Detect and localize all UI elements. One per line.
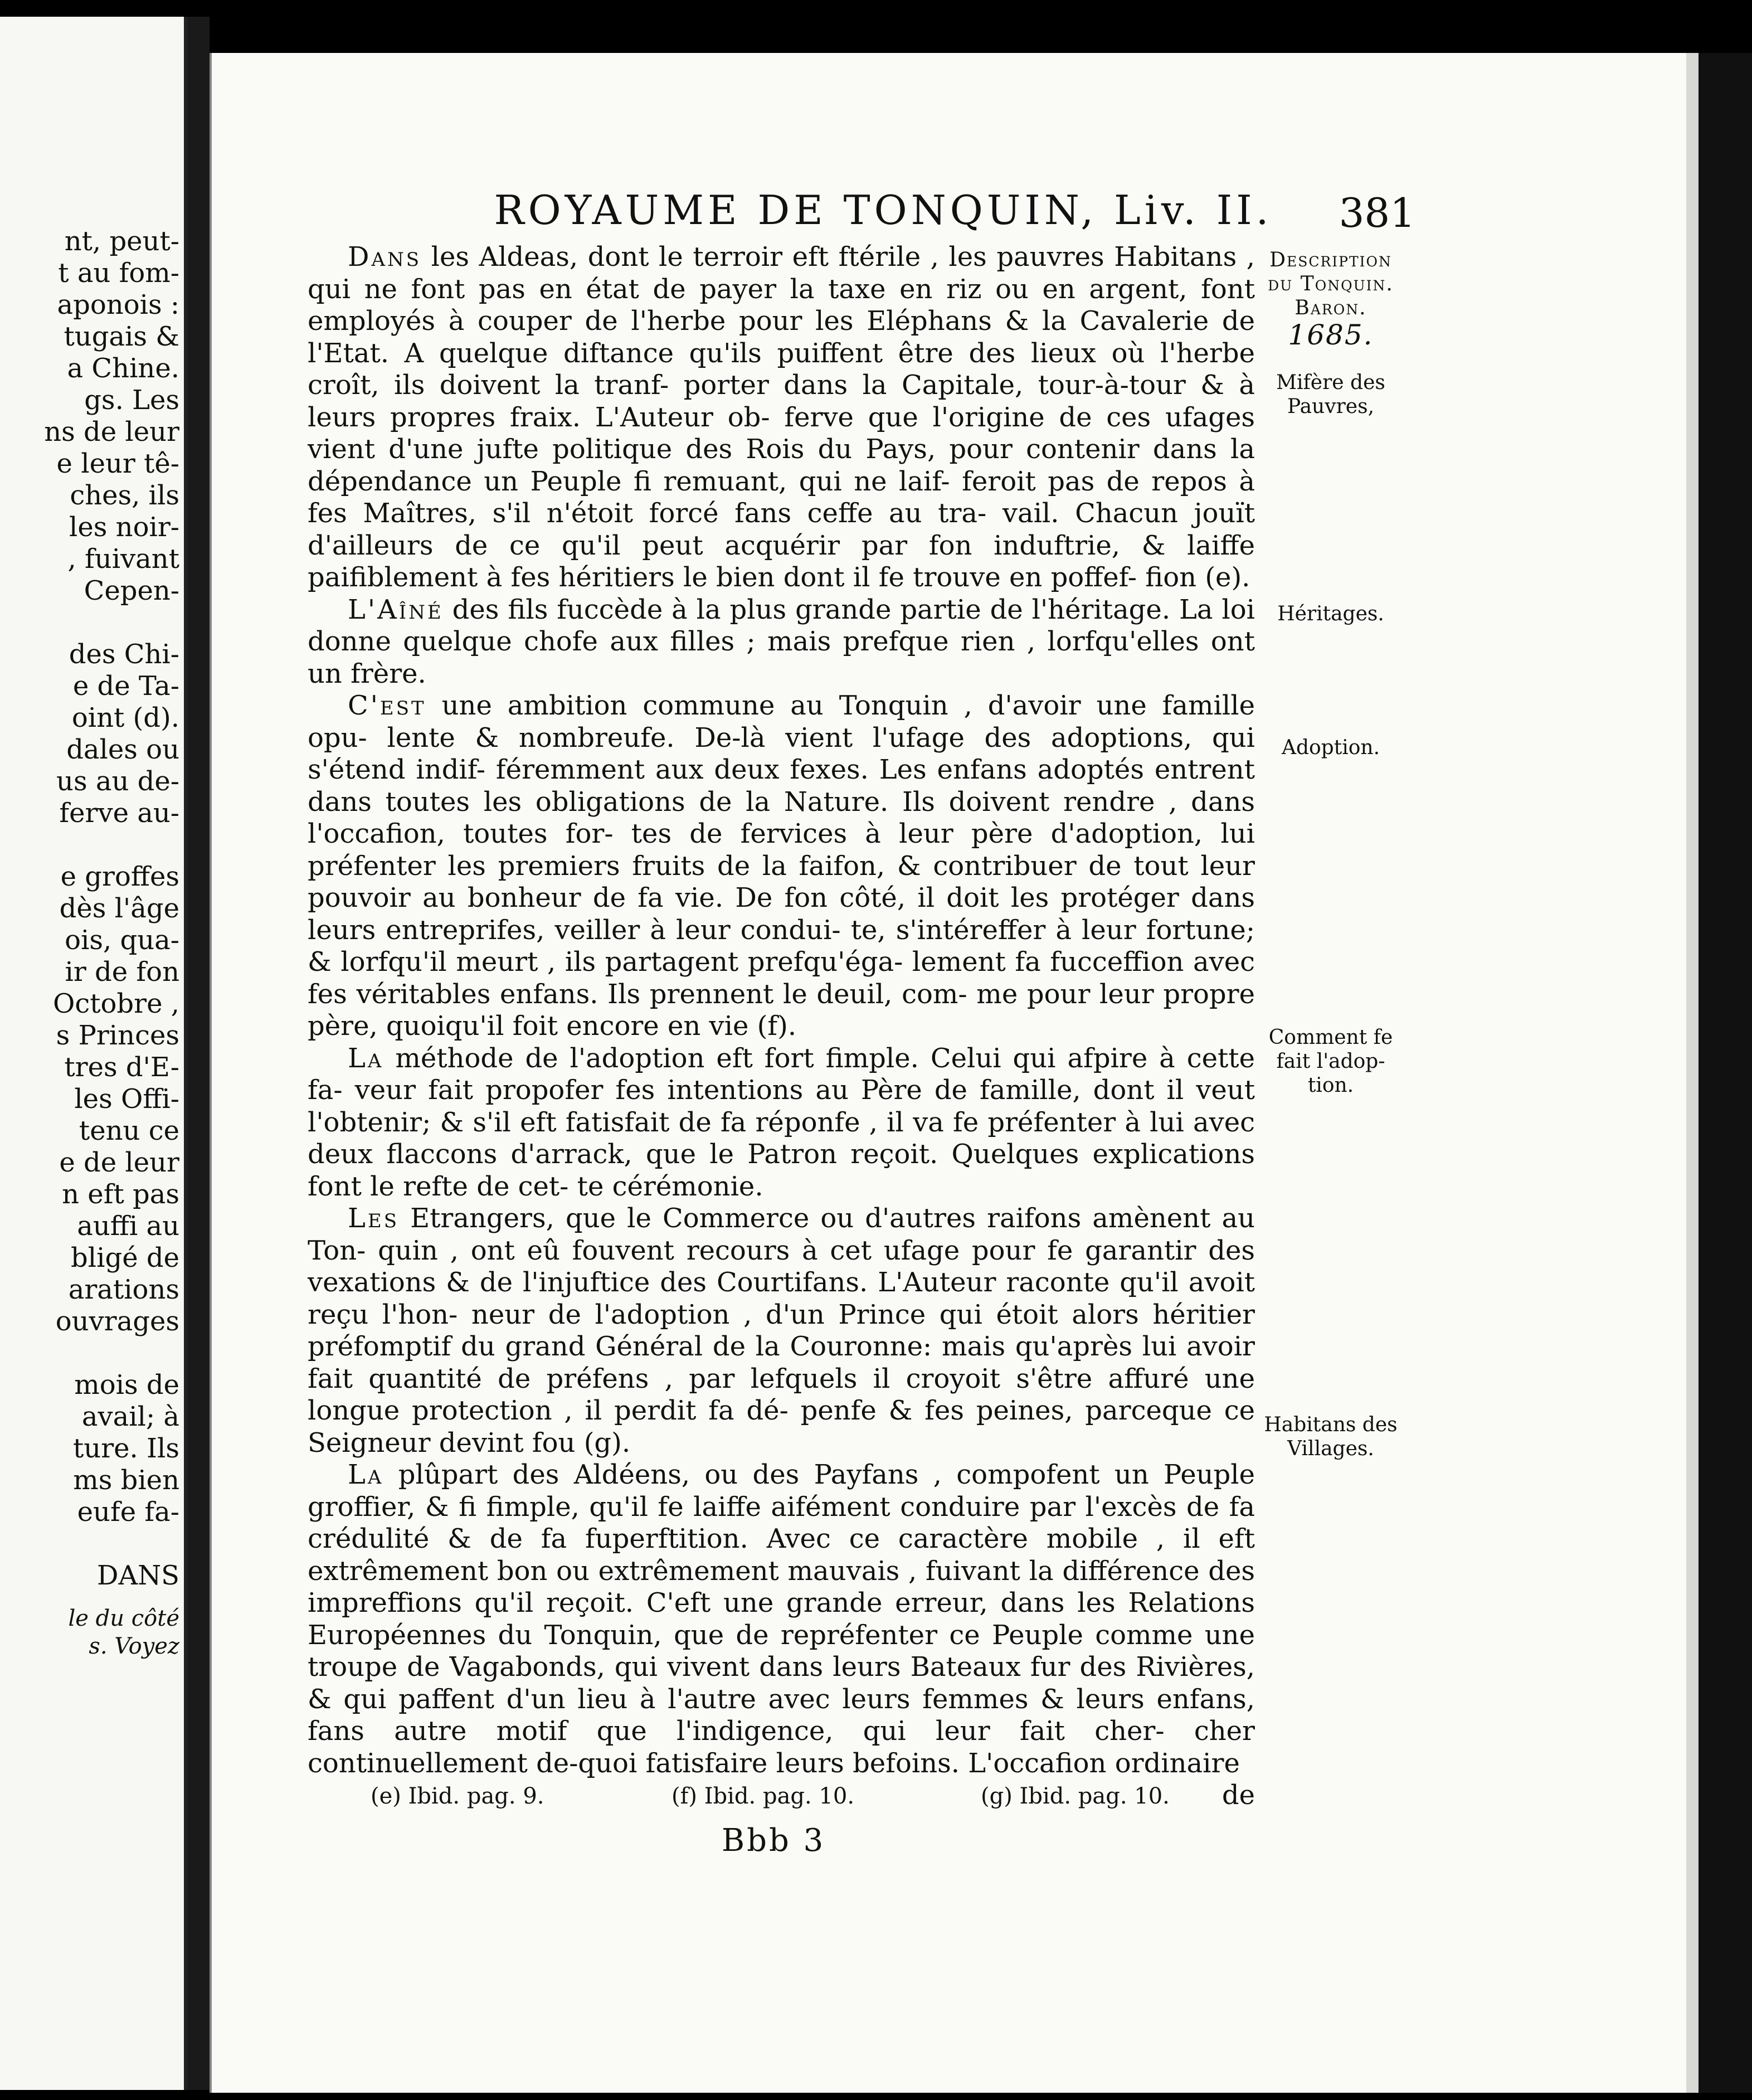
right-page bbox=[210, 53, 1688, 2093]
margin-note-misere: Mifère des Pauvres, bbox=[1276, 371, 1385, 418]
left-page-line: tres d'E- bbox=[64, 1052, 179, 1083]
left-page-line: dales ou bbox=[66, 734, 179, 765]
margin-note-header bbox=[1255, 248, 1407, 350]
left-page-line: ture. Ils bbox=[72, 1433, 179, 1464]
margin-note-comment: Comment fe fait l'adop- tion. bbox=[1268, 1026, 1393, 1097]
left-page-line: n eft pas bbox=[62, 1179, 179, 1210]
left-page-line: Cepen- bbox=[84, 575, 179, 606]
left-page-fragment bbox=[0, 17, 187, 2090]
paragraph-6 bbox=[308, 1459, 1255, 1780]
margin-header-line: Baron. bbox=[1294, 296, 1367, 319]
left-page-line: gs. Les bbox=[84, 385, 179, 416]
page-edge bbox=[1686, 53, 1752, 2093]
left-page-line: e groffes bbox=[60, 861, 179, 892]
left-page-line: e leur tê- bbox=[56, 448, 179, 479]
margin-header-line: du Tonquin. bbox=[1268, 273, 1394, 295]
paragraph-lead: C'est bbox=[348, 690, 426, 721]
left-page-line: aponois : bbox=[57, 289, 179, 320]
left-page-footnote-line: le du côté bbox=[68, 1606, 179, 1631]
margin-header-line: Description bbox=[1269, 249, 1392, 271]
left-page-line: DANS bbox=[96, 1560, 179, 1591]
body-text bbox=[308, 241, 1255, 1812]
left-page-line: a Chine. bbox=[67, 353, 179, 384]
left-page-line: arations bbox=[68, 1274, 179, 1305]
paragraph-2 bbox=[308, 594, 1255, 691]
left-page-line: ois, qua- bbox=[65, 925, 179, 956]
left-page-line: e de Ta- bbox=[72, 670, 179, 702]
paragraph-text: méthode de l'adoption eft fort fimple. Celui qui afpire à cette fa- veur fait propofer fes intentions au Père de famille, dont il veut l'obtenir; & s'il eft fatisfait de fa réponfe , il va fe préfenter à lui avec deux flaccons d'arrack, que le Patron reçoit. Quelques explications font le refte de cet- te cérémonie. bbox=[308, 1042, 1255, 1202]
paragraph-text: des fils fuccède à la plus grande partie de l'héritage. La loi donne quelque chofe aux filles ; mais prefque rien , lorfqu'elles ont un frère. bbox=[308, 594, 1255, 689]
left-page-line: ferve au- bbox=[59, 798, 179, 829]
left-page-line: nt, peut- bbox=[64, 226, 179, 257]
paragraph-lead: La bbox=[348, 1459, 384, 1490]
paragraph-text: Etrangers, que le Commerce ou d'autres raifons amènent au Ton- quin , ont eû fouvent recours à cet ufage pour fe garantir des vexations & de l'injuftice des Courtifans. L'Auteur raconte qu'il avoit reçu l'hon- neur de l'adoption , d'un Prince qui étoit alors héritier préfomptif du grand Général de la Couronne: mais qu'après lui avoir fait quantité de préfens , par lefquels il croyoit s'être affuré une longue protection , il perdit fa dé- penfe & fes peines, parceque ce Seigneur devint fou (g). bbox=[308, 1203, 1255, 1459]
paragraph-1 bbox=[308, 241, 1255, 594]
left-page-line: tenu ce bbox=[79, 1115, 179, 1146]
paragraph-text: plûpart des Aldéens, ou des Payfans , compofent un Peuple groffier, & fi fimple, qu'il fe laiffe aifément conduire par l'excès de fa crédulité & de fa fuperftition. Avec ce caractère mobile , il eft extrêmement bon ou extrêmement mauvais , fuivant la différence des impreffions qu'il reçoit. C'eft une grande erreur, dans les Relations Européennes du Tonquin, que de repréfenter ce Peuple comme une troupe de Vagabonds, qui vivent dans leurs Bateaux fur des Rivières, & qui paffent d'un lieu à l'autre avec leurs femmes & leurs enfans, fans autre motif que l'indigence, qui leur fait cher- cher continuellement de-quoi fatisfaire leurs befoins. L'occafion ordinaire bbox=[308, 1459, 1255, 1779]
left-page-line: t au fom- bbox=[58, 257, 179, 289]
paragraph-text: les Aldeas, dont le terroir eft ftérile , les pauvres Habitans , qui ne font pas en état de payer la taxe en riz ou en argent, font employés à couper de l'herbe pour les Eléphans & la Cavalerie de l'Etat. A quelque diftance qu'ils puiffent être des lieux où l'herbe croît, ils doivent la tranf- porter dans la Capitale, tour-à-tour & à leurs propres fraix. L'Auteur ob- ferve que l'origine de ces ufages vient d'une jufte politique des Rois du Pays, pour contenir dans la dépendance un Peuple fi remuant, qui ne laif- feroit pas de repos à fes Maîtres, s'il n'étoit forcé fans ceffe au tra- vail. Chacun jouït d'ailleurs de ce qu'il peut acquérir par fon induftrie, & laiffe paifiblement à fes héritiers le bien dont il fe trouve en poffef- fion (e). bbox=[308, 241, 1255, 593]
left-page-footnote-line: s. Voyez bbox=[89, 1634, 179, 1659]
left-page-line: s Princes bbox=[56, 1020, 179, 1051]
left-page-line: ms bien bbox=[73, 1465, 179, 1496]
left-page-line: Octobre , bbox=[52, 988, 179, 1019]
left-page-line: des Chi- bbox=[69, 639, 179, 670]
margin-note-heritages: Héritages. bbox=[1277, 602, 1384, 625]
book-gutter bbox=[187, 17, 210, 2090]
running-head: ROYAUME DE TONQUIN, Liv. II. bbox=[494, 187, 1273, 234]
left-page-line: eufe fa- bbox=[77, 1496, 179, 1528]
left-page-line: les noir- bbox=[69, 512, 179, 543]
left-page-line: dès l'âge bbox=[59, 893, 179, 924]
page-edge-strip bbox=[1686, 53, 1699, 2093]
margin-note-adoption: Adoption. bbox=[1281, 736, 1380, 759]
left-page-line: us au de- bbox=[56, 766, 179, 797]
left-page-line: ir de fon bbox=[65, 956, 179, 988]
paragraph-text: une ambition commune au Tonquin , d'avoir une famille opu- lente & nombreufe. De-là vient l'ufage des adoptions, qui s'étend indif- féremment aux deux fexes. Les enfans adoptés entrent dans toutes les obligations de la Nature. Ils doivent rendre , dans l'occafion, toutes for- tes de fervices à leur père d'adoption, lui préfenter les premiers fruits de la faifon, & contribuer de tout leur pouvoir au bonheur de fa vie. De fon côté, il doit les protéger dans leurs entreprifes, veiller à leur condui- te, s'intéreffer à leur fortune; & lorfqu'il meurt , ils partagent prefqu'éga- lement fa fucceffion avec fes véritables enfans. Ils prennent le deuil, com- me pour leur propre père, quoiqu'il foit encore en vie (f). bbox=[308, 690, 1255, 1042]
page-number: 381 bbox=[1339, 189, 1415, 236]
left-page-line: bligé de bbox=[71, 1242, 179, 1273]
paragraph-lead: Les bbox=[348, 1203, 399, 1234]
margin-year: 1685. bbox=[1288, 319, 1374, 351]
left-page-line: ns de leur bbox=[44, 416, 179, 448]
catchword: de bbox=[1221, 1780, 1255, 1811]
left-page-line: ches, ils bbox=[70, 480, 179, 511]
signature-mark: Bbb 3 bbox=[722, 1822, 826, 1859]
paragraph-4 bbox=[308, 1043, 1255, 1203]
paragraph-5 bbox=[308, 1203, 1255, 1459]
left-page-line: e de leur bbox=[59, 1147, 179, 1178]
left-page-line: tugais & bbox=[64, 321, 179, 352]
margin-note-habitans: Habitans des Villages. bbox=[1264, 1413, 1398, 1460]
left-page-line: avail; à bbox=[81, 1401, 179, 1432]
paragraph-lead: L'Aîné bbox=[348, 594, 444, 625]
footnote-e: (e) Ibid. pag. 9. bbox=[371, 1783, 544, 1809]
footnote-f: (f) Ibid. pag. 10. bbox=[671, 1783, 855, 1809]
left-page-line: ouvrages bbox=[55, 1306, 179, 1337]
left-page-line: , fuivant bbox=[67, 543, 179, 575]
paragraph-lead: Dans bbox=[348, 241, 422, 273]
left-page-line: oint (d). bbox=[71, 702, 179, 733]
left-page-line: mois de bbox=[74, 1369, 179, 1401]
paragraph-3 bbox=[308, 690, 1255, 1043]
paragraph-lead: La bbox=[348, 1042, 384, 1074]
left-page-line: auffi au bbox=[77, 1211, 179, 1242]
footnote-g: (g) Ibid. pag. 10. bbox=[981, 1783, 1170, 1809]
left-page-line: les Offi- bbox=[74, 1083, 179, 1115]
